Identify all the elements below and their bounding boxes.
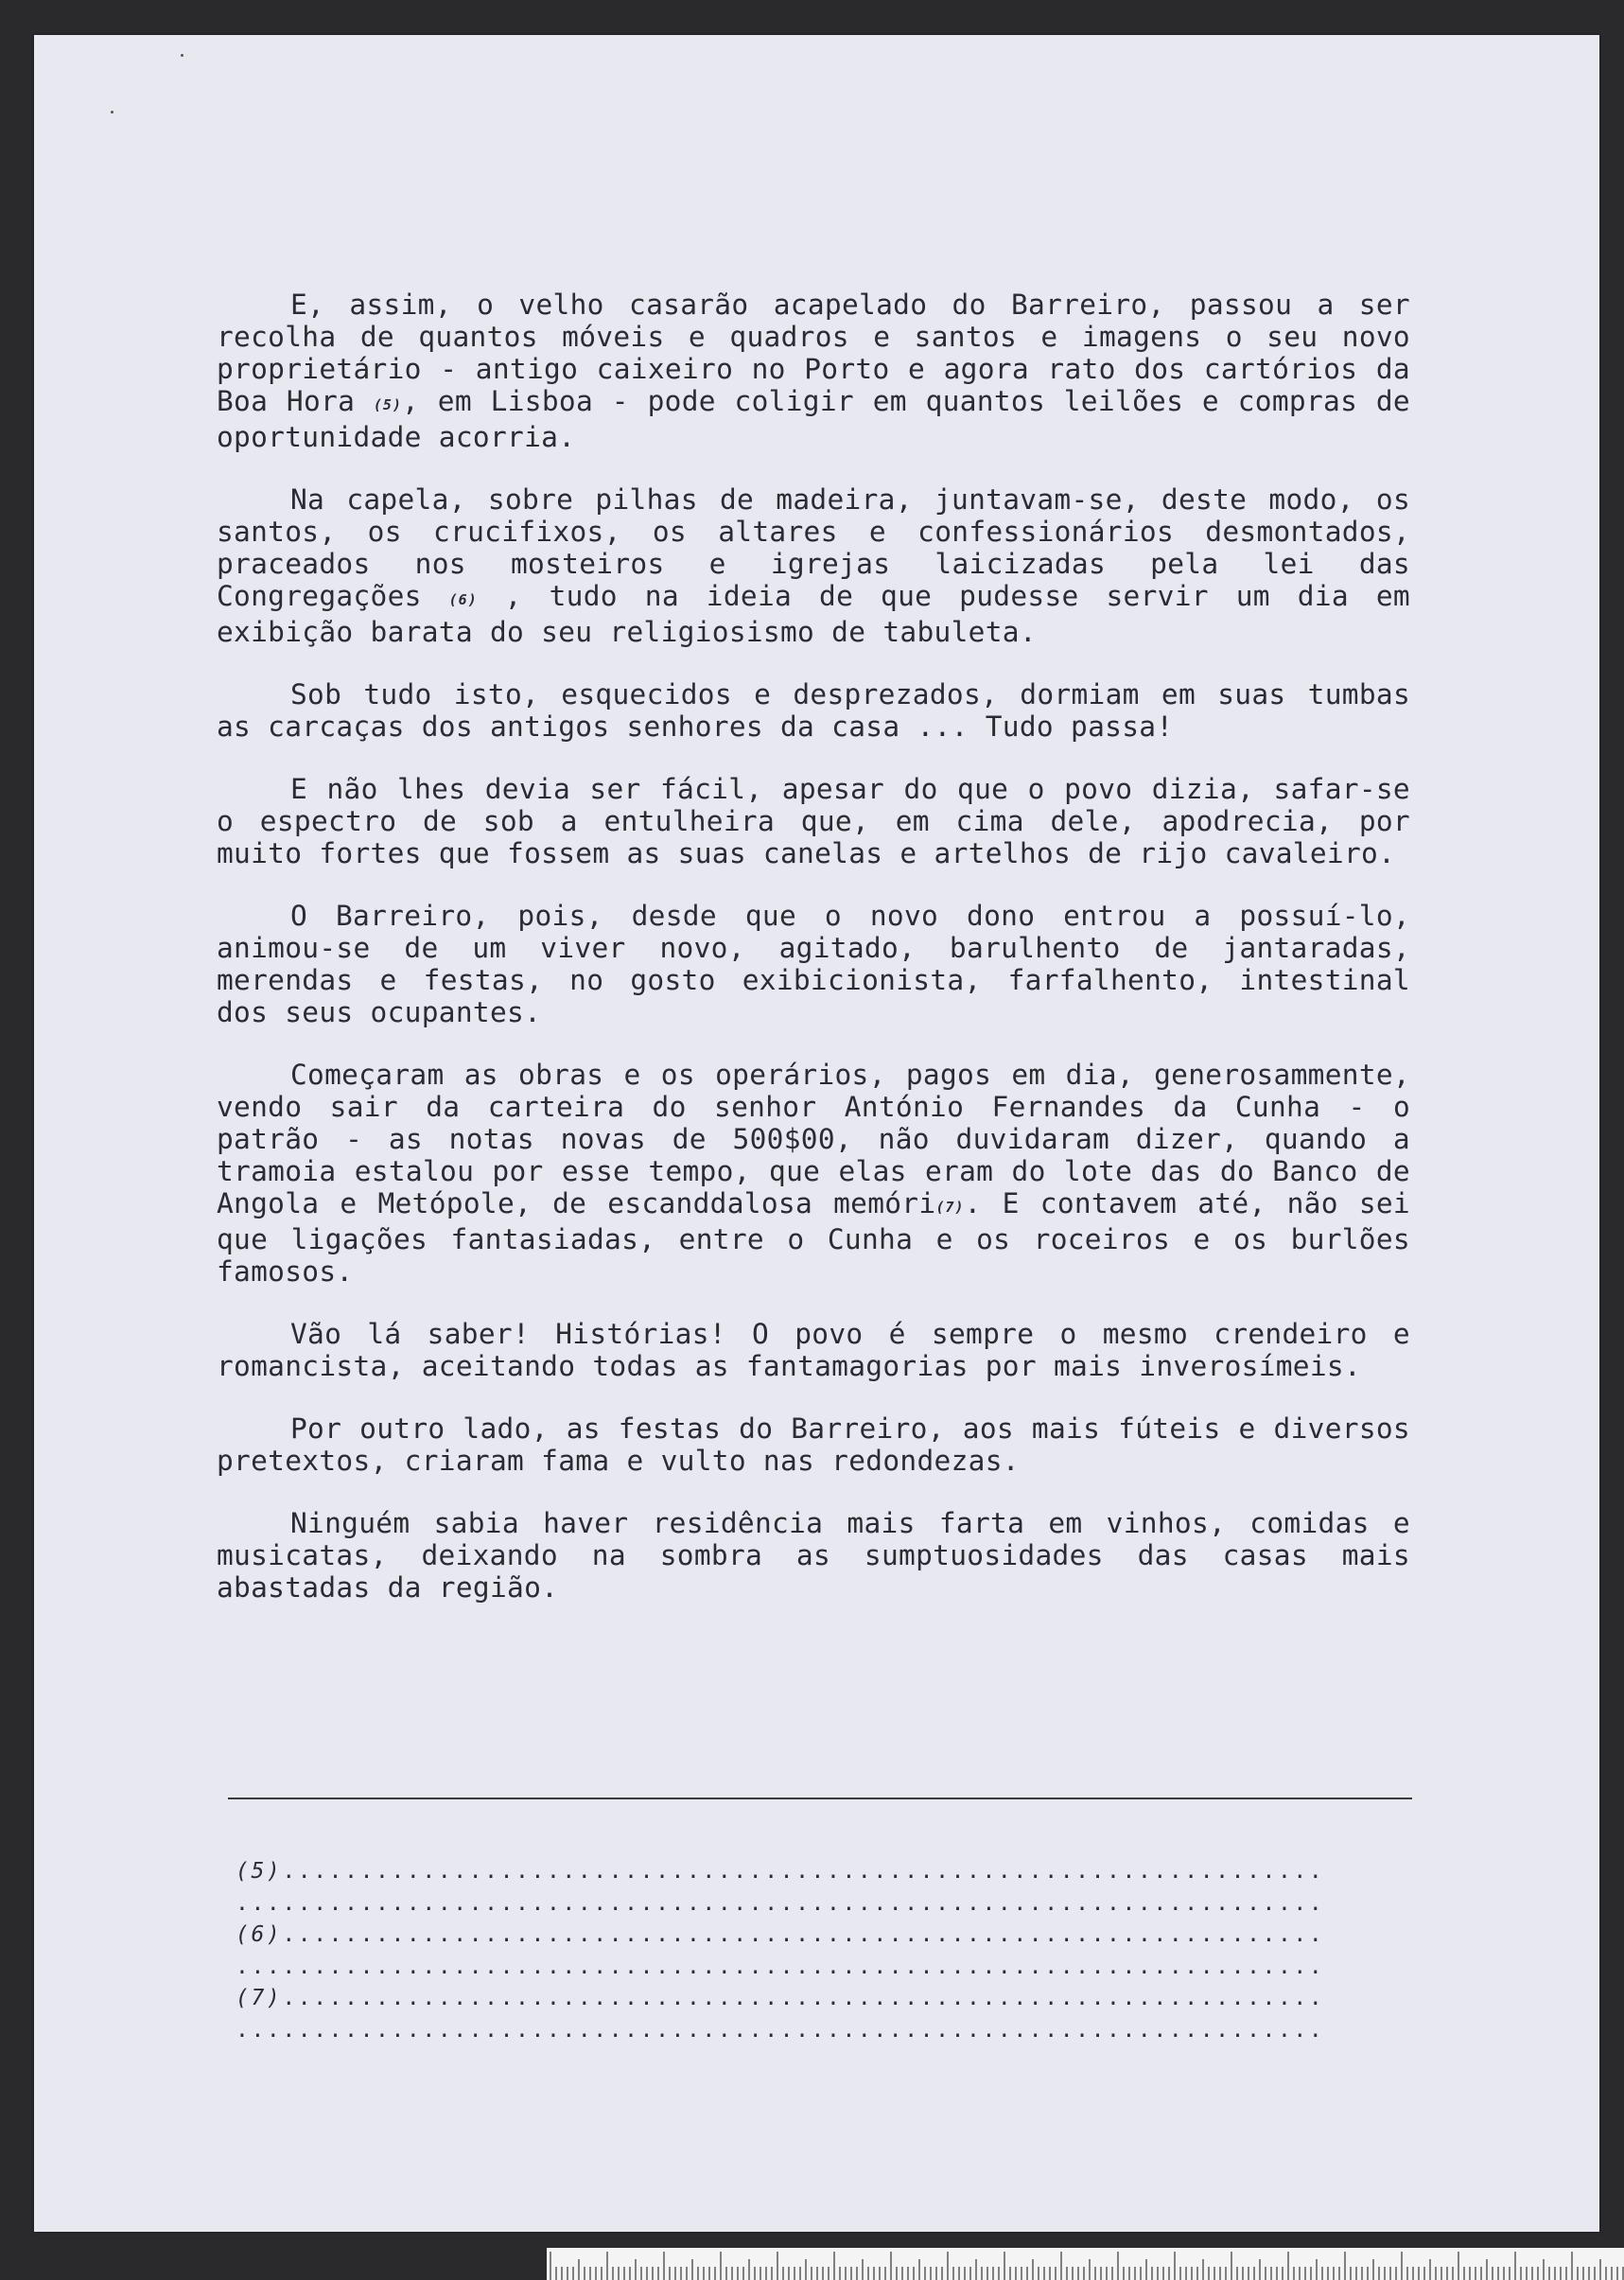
footnote-number: (6) xyxy=(236,1922,283,1947)
paragraph-text: , tudo na ideia de que pudesse servir um dia em exibição barata do seu religiosismo de tabuleta. xyxy=(217,580,1410,648)
paragraph xyxy=(217,678,1410,743)
paragraph xyxy=(217,289,1410,453)
paragraph-text: E, assim, o velho casarão acapelado do Barreiro, passou a ser recolha de quantos móveis e quadros e santos e imagens o seu novo proprietário - antigo caixeiro no Porto e agora rato dos cartórios da Boa Hora xyxy=(217,289,1410,417)
paragraph xyxy=(217,483,1410,648)
paragraph-text: Sob tudo isto, esquecidos e desprezados, dormiam em suas tumbas as carcaças dos antigos senhores da casa ... Tudo passa! xyxy=(217,678,1410,743)
paragraph-text: Vão lá saber! Histórias! O povo é sempre o mesmo crendeiro e romancista, aceitando todas as fantamagorias por mais inverosímeis. xyxy=(217,1318,1410,1382)
footnote-continuation xyxy=(236,1888,1413,1920)
footnote-continuation xyxy=(236,2015,1413,2047)
footnote-number: (5) xyxy=(236,1859,283,1884)
scale-ruler xyxy=(547,2248,1624,2280)
paragraph-text: , em Lisboa - pode coligir em quantos leilões e compras de oportunidade acorria. xyxy=(217,385,1410,453)
footnote-number: (7) xyxy=(236,1986,283,2010)
footnote-reference: (6) xyxy=(448,591,478,608)
footnote-line xyxy=(236,1920,1413,1952)
paragraph-text: E não lhes devia ser fácil, apesar do que o povo dizia, safar-se o espectro de sob a entulheira que, em cima dele, apodrecia, por muito fortes que fossem as suas canelas e artelhos de rijo cavaleiro. xyxy=(217,773,1410,869)
paragraph xyxy=(217,900,1410,1028)
footnote-dots: ................................................................... xyxy=(282,1922,1325,1947)
footnote-dots: ................................................................... xyxy=(282,1859,1325,1884)
footnote-dots: ................................................................... xyxy=(282,1986,1325,2010)
footnote-dots: ...................................................................... xyxy=(236,1954,1325,1979)
paragraph-text: O Barreiro, pois, desde que o novo dono entrou a possuí-lo, animou-se de um viver novo, agitado, barulhento de jantaradas, merendas e festas, no gosto exibicionista, farfalhento, intestinal dos seus ocupantes. xyxy=(217,900,1410,1028)
ruler-ticks xyxy=(547,2248,1624,2280)
footnote-dots: ...................................................................... xyxy=(236,2017,1325,2043)
paragraph xyxy=(217,1412,1410,1477)
footnote-line xyxy=(236,1983,1413,2015)
footnote-continuation xyxy=(236,1952,1413,1984)
paragraph-text: . E contavem até, não sei que ligações fantasiadas, entre o Cunha e os roceiros e os burlões famosos. xyxy=(217,1187,1410,1288)
paragraph-text: Na capela, sobre pilhas de madeira, juntavam-se, deste modo, os santos, os crucifixos, os altares e confessionários desmontados, praceados nos mosteiros e igrejas laicizadas pela lei das Congregações xyxy=(217,483,1410,612)
paragraph-text: Começaram as obras e os operários, pagos em dia, generosammente, vendo sair da carteira do senhor António Fernandes da Cunha - o patrão - as notas novas de 500$00, não duvidaram dizer, quando a tramoia estalou por esse tempo, que elas eram do lote das do Banco de Angola e Metópole, de escanddalosa memóri xyxy=(217,1059,1410,1219)
footnote-line xyxy=(236,1856,1413,1888)
paragraph-text: Ninguém sabia haver residência mais farta em vinhos, comidas e musicatas, deixando na sombra as sumptuosidades das casas mais abastadas da região. xyxy=(217,1507,1410,1604)
footnote-divider xyxy=(228,1798,1412,1799)
document-page xyxy=(34,35,1599,2232)
footnote-reference: (7) xyxy=(935,1199,965,1216)
paragraph xyxy=(217,773,1410,869)
footnote-reference: (5) xyxy=(373,396,402,413)
body-text xyxy=(217,289,1410,1634)
footnote-dots: ...................................................................... xyxy=(236,1890,1325,1916)
paragraph xyxy=(217,1059,1410,1288)
footnotes xyxy=(236,1856,1413,2046)
paragraph xyxy=(217,1507,1410,1604)
paragraph-text: Por outro lado, as festas do Barreiro, aos mais fúteis e diversos pretextos, criaram fama e vulto nas redondezas. xyxy=(217,1412,1410,1477)
paragraph xyxy=(217,1318,1410,1382)
